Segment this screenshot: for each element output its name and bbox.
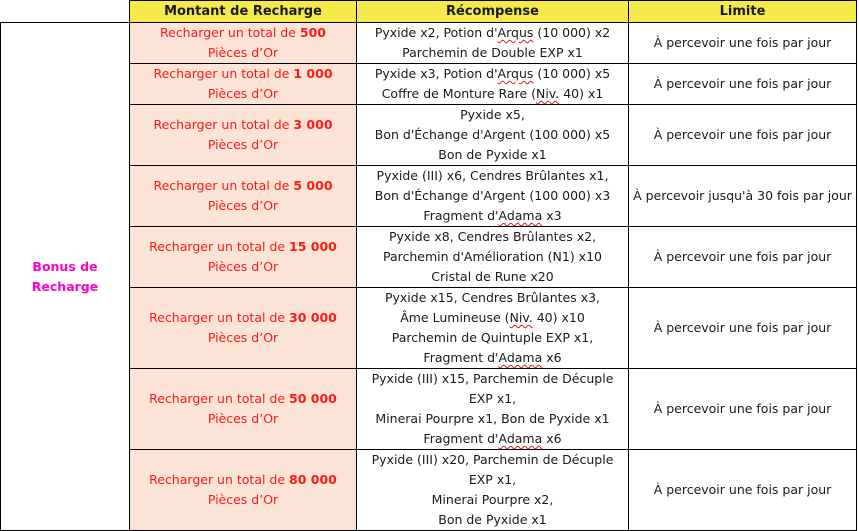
amount-prefix: Recharger un total de bbox=[153, 66, 294, 81]
reward-cell bbox=[357, 450, 629, 531]
table-row bbox=[1, 227, 857, 288]
reward-cell bbox=[357, 64, 629, 105]
reward-line: Pyxide x2, Potion d'Arqus (10 000) x2 bbox=[374, 25, 611, 40]
reward-line: Pyxide (III) x20, Parchemin de Décuple bbox=[371, 452, 614, 467]
header-reward: Récompense bbox=[357, 1, 629, 23]
section-label-line: Recharge bbox=[31, 278, 99, 294]
reward-line: Fragment d'Adama x6 bbox=[423, 350, 562, 365]
reward-line: Minerai Pourpre x1, Bon de Pyxide x1 bbox=[375, 411, 610, 426]
reward-line: Bon de Pyxide x1 bbox=[438, 147, 547, 162]
section-label-line: Bonus de bbox=[32, 258, 98, 274]
amount-value: 5 000 bbox=[293, 178, 333, 193]
amount-prefix: Recharger un total de bbox=[149, 310, 290, 325]
reward-line: Pyxide x3, Potion d'Arqus (10 000) x5 bbox=[374, 66, 611, 81]
reward-cell bbox=[357, 23, 629, 64]
spellcheck-word: Adama bbox=[498, 208, 543, 223]
amount-cell bbox=[130, 105, 357, 166]
amount-unit: Pièces d’Or bbox=[207, 86, 279, 101]
reward-line: Bon d'Échange d'Argent (100 000) x3 bbox=[374, 188, 611, 203]
reward-line: Pyxide (III) x6, Cendres Brûlantes x1, bbox=[376, 168, 609, 183]
reward-line: Bon de Pyxide x1 bbox=[438, 512, 547, 527]
limit-cell: À percevoir une fois par jour bbox=[629, 105, 857, 166]
reward-line: EXP x1, bbox=[468, 472, 517, 487]
header-limit: Limite bbox=[629, 1, 857, 23]
table-row bbox=[1, 166, 857, 227]
amount-unit: Pièces d’Or bbox=[207, 198, 279, 213]
limit-cell: À percevoir une fois par jour bbox=[629, 64, 857, 105]
reward-line: Parchemin de Quintuple EXP x1, bbox=[391, 330, 594, 345]
spellcheck-word: Niv. bbox=[509, 310, 533, 325]
amount-prefix: Recharger un total de bbox=[149, 472, 290, 487]
table-row bbox=[1, 450, 857, 531]
blank-corner bbox=[1, 1, 130, 23]
amount-unit: Pièces d’Or bbox=[207, 492, 279, 507]
amount-unit: Pièces d’Or bbox=[207, 330, 279, 345]
amount-cell bbox=[130, 450, 357, 531]
table-row bbox=[1, 64, 857, 105]
reward-line: Pyxide x8, Cendres Brûlantes x2, bbox=[388, 229, 597, 244]
reward-line: Cristal de Rune x20 bbox=[431, 269, 554, 284]
spellcheck-word: Adama bbox=[498, 350, 543, 365]
reward-line: Minerai Pourpre x2, bbox=[431, 492, 554, 507]
limit-cell: À percevoir une fois par jour bbox=[629, 227, 857, 288]
reward-line: Fragment d'Adama x3 bbox=[423, 208, 562, 223]
reward-line: Pyxide (III) x15, Parchemin de Décuple bbox=[371, 371, 614, 386]
amount-prefix: Recharger un total de bbox=[149, 239, 290, 254]
amount-value: 1 000 bbox=[293, 66, 333, 81]
amount-value: 15 000 bbox=[289, 239, 337, 254]
amount-value: 3 000 bbox=[293, 117, 333, 132]
reward-cell bbox=[357, 105, 629, 166]
amount-prefix: Recharger un total de bbox=[149, 391, 290, 406]
limit-cell: À percevoir une fois par jour bbox=[629, 288, 857, 369]
reward-line: Âme Lumineuse (Niv. 40) x10 bbox=[400, 310, 585, 325]
reward-line: EXP x1, bbox=[468, 391, 517, 406]
amount-prefix: Recharger un total de bbox=[153, 117, 294, 132]
reward-line: Pyxide x5, bbox=[460, 107, 525, 122]
table-row bbox=[1, 288, 857, 369]
amount-unit: Pièces d’Or bbox=[207, 259, 279, 274]
reward-line: Coffre de Monture Rare (Niv. 40) x1 bbox=[381, 86, 604, 101]
reward-line: Pyxide x15, Cendres Brûlantes x3, bbox=[384, 290, 601, 305]
amount-cell bbox=[130, 23, 357, 64]
amount-prefix: Recharger un total de bbox=[160, 25, 300, 40]
amount-cell bbox=[130, 64, 357, 105]
spellcheck-word: Adama bbox=[498, 431, 543, 446]
amount-value: 500 bbox=[299, 25, 326, 40]
header-amount: Montant de Recharge bbox=[130, 1, 357, 23]
reward-cell bbox=[357, 369, 629, 450]
section-label bbox=[1, 23, 130, 531]
table-row bbox=[1, 105, 857, 166]
reward-line: Bon d'Échange d'Argent (100 000) x5 bbox=[374, 127, 611, 142]
limit-cell: À percevoir jusqu'à 30 fois par jour bbox=[629, 166, 857, 227]
amount-cell bbox=[130, 166, 357, 227]
amount-prefix: Recharger un total de bbox=[153, 178, 294, 193]
limit-cell: À percevoir une fois par jour bbox=[629, 450, 857, 531]
amount-value: 80 000 bbox=[289, 472, 337, 487]
amount-value: 30 000 bbox=[289, 310, 337, 325]
reward-line: Fragment d'Adama x6 bbox=[423, 431, 562, 446]
reward-line: Parchemin d'Amélioration (N1) x10 bbox=[383, 249, 602, 264]
table-row bbox=[1, 369, 857, 450]
spellcheck-word: Niv. bbox=[535, 86, 560, 101]
limit-cell: À percevoir une fois par jour bbox=[629, 369, 857, 450]
amount-value: 50 000 bbox=[289, 391, 337, 406]
spellcheck-word: Arqus bbox=[497, 25, 534, 40]
header-row bbox=[1, 1, 857, 23]
amount-cell bbox=[130, 227, 357, 288]
amount-cell bbox=[130, 369, 357, 450]
reward-cell bbox=[357, 166, 629, 227]
reward-line: Parchemin de Double EXP x1 bbox=[402, 45, 583, 60]
reward-cell bbox=[357, 288, 629, 369]
reward-cell bbox=[357, 227, 629, 288]
amount-unit: Pièces d’Or bbox=[207, 411, 279, 426]
limit-cell: À percevoir une fois par jour bbox=[629, 23, 857, 64]
spellcheck-word: Arqus bbox=[497, 66, 534, 81]
table-row bbox=[1, 23, 857, 64]
amount-unit: Pièces d’Or bbox=[207, 137, 279, 152]
amount-cell bbox=[130, 288, 357, 369]
amount-unit: Pièces d’Or bbox=[207, 45, 279, 60]
